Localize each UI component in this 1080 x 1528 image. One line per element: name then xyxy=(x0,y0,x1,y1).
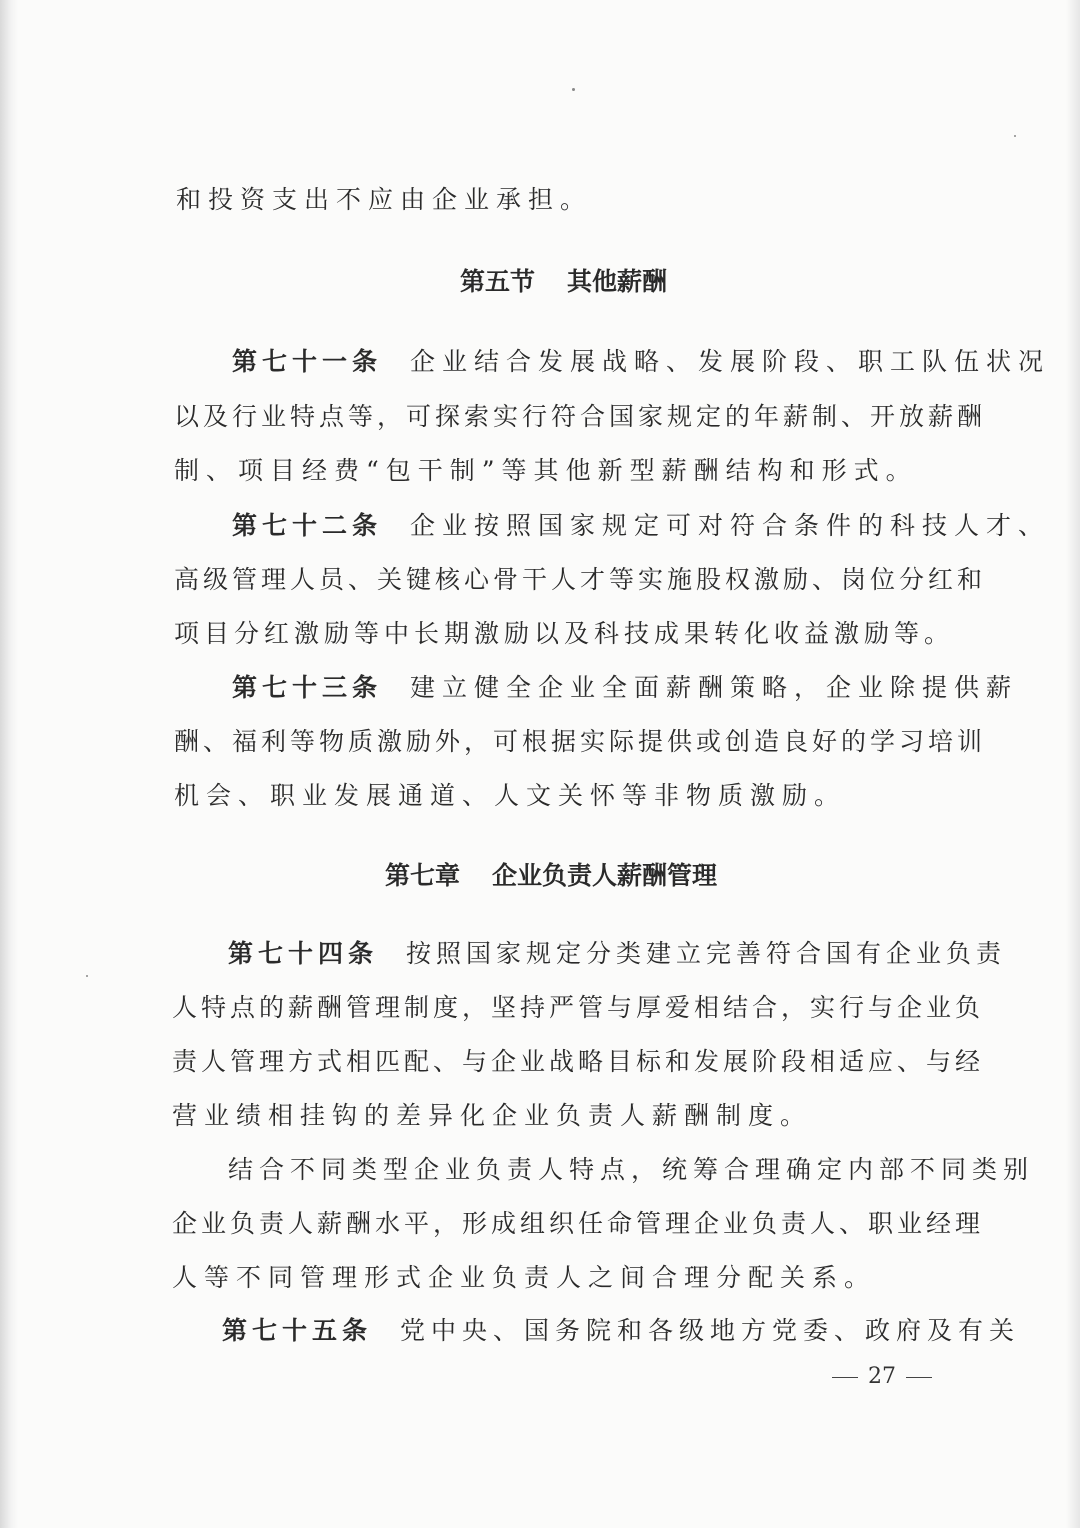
article-72-first-line xyxy=(232,508,1050,544)
dash-left xyxy=(832,1377,858,1378)
paragraph-line: 结合不同类型企业负责人特点，统筹合理确定内部不同类别 xyxy=(228,1155,1035,1184)
paragraph-line: 责人管理方式相匹配、与企业战略目标和发展阶段相适应、与经 xyxy=(172,1047,985,1076)
paragraph-line: 企业负责人薪酬水平，形成组织任命管理企业负责人、职业经理 xyxy=(172,1209,985,1238)
scan-speck xyxy=(86,975,88,977)
section-heading xyxy=(460,262,667,298)
scan-edge-right xyxy=(1066,0,1080,1528)
paragraph-line: 人特点的薪酬管理制度，坚持严管与厚爱相结合，实行与企业负 xyxy=(172,993,985,1022)
article-text: 建立健全企业全面薪酬策略，企业除提供薪 xyxy=(410,673,1019,702)
chapter-title: 企业负责人薪酬管理 xyxy=(492,861,718,890)
article-text: 企业按照国家规定可对符合条件的科技人才、 xyxy=(410,511,1051,540)
scan-edge-left xyxy=(0,0,18,1528)
page-number-value: 27 xyxy=(868,1364,896,1389)
article-text: 党中央、国务院和各级地方党委、政府及有关 xyxy=(400,1316,1021,1345)
dash-right xyxy=(906,1377,932,1378)
paragraph-line: 营业绩相挂钩的差异化企业负责人薪酬制度。 xyxy=(172,1101,813,1130)
paragraph-line: 人等不同管理形式企业负责人之间合理分配关系。 xyxy=(172,1263,877,1292)
paragraph-line: 机会、职业发展通道、人文关怀等非物质激励。 xyxy=(174,781,847,810)
paragraph-line: 项目分红激励等中长期激励以及科技成果转化收益激励等。 xyxy=(174,619,955,648)
article-number: 第七十三条 xyxy=(232,673,383,702)
article-number: 第七十一条 xyxy=(232,347,383,376)
paragraph-line: 高级管理人员、关键核心骨干人才等实施股权激励、岗位分红和 xyxy=(174,565,987,594)
paragraph-line: 制、项目经费“包干制”等其他新型薪酬结构和形式。 xyxy=(174,456,918,485)
paragraph-line: 酬、福利等物质激励外，可根据实际提供或创造良好的学习培训 xyxy=(174,727,987,756)
paragraph-line: 以及行业特点等，可探索实行符合国家规定的年薪制、开放薪酬 xyxy=(174,402,987,431)
article-75-first-line xyxy=(222,1313,1020,1349)
scan-speck xyxy=(572,88,575,91)
article-text: 企业结合发展战略、发展阶段、职工队伍状况 xyxy=(410,347,1051,376)
section-title: 其他薪酬 xyxy=(567,267,668,296)
article-71-first-line xyxy=(232,344,1050,380)
chapter-heading xyxy=(385,856,717,892)
article-73-first-line xyxy=(232,670,1018,706)
article-number: 第七十四条 xyxy=(228,939,379,968)
section-number: 第五节 xyxy=(460,267,536,296)
article-text: 按照国家规定分类建立完善符合国有企业负责 xyxy=(406,939,1007,968)
article-number: 第七十二条 xyxy=(232,511,383,540)
paragraph-line: 和投资支出不应由企业承担。 xyxy=(176,185,593,214)
article-number: 第七十五条 xyxy=(222,1316,373,1345)
scan-speck xyxy=(1014,135,1016,137)
page-number xyxy=(822,1364,932,1389)
chapter-number: 第七章 xyxy=(385,861,461,890)
article-74-first-line xyxy=(228,936,1006,972)
